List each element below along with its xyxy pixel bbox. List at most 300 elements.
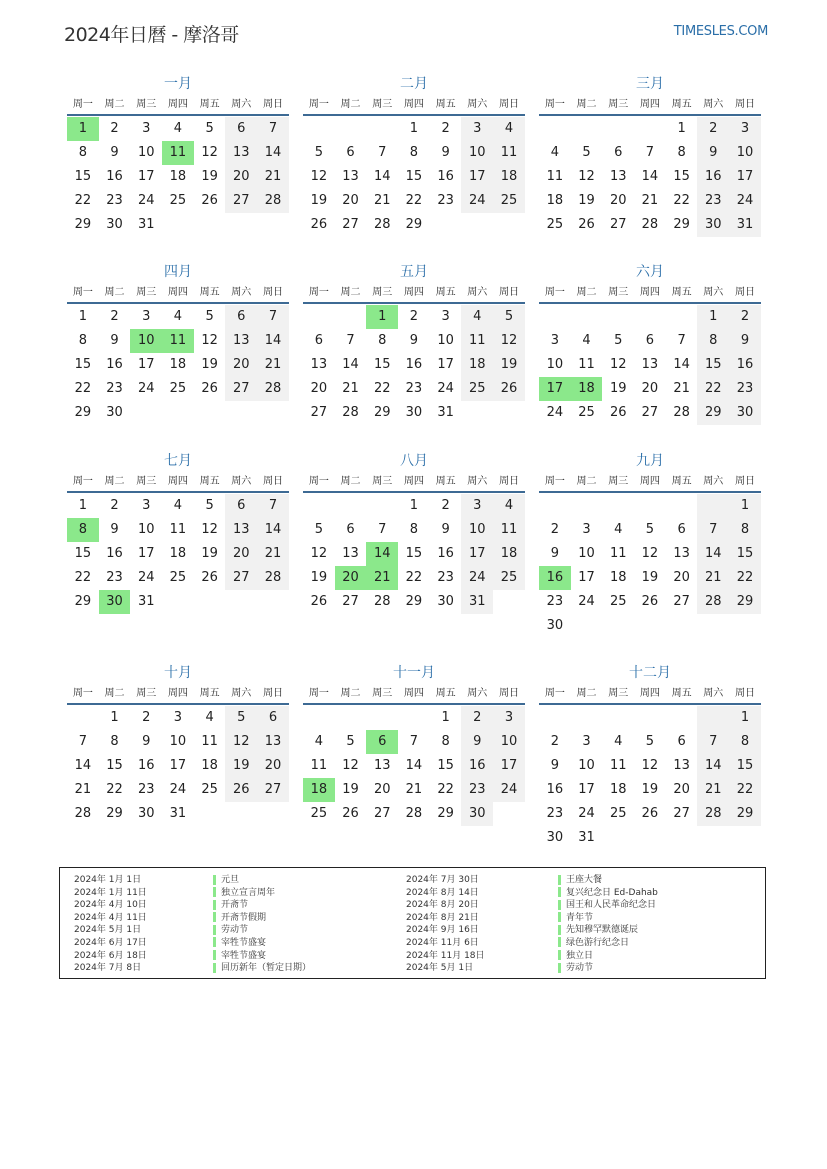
day-cell[interactable]: 2: [729, 305, 761, 329]
day-cell[interactable]: 5: [314, 145, 323, 160]
day-cell[interactable]: 25: [609, 806, 627, 821]
day-cell[interactable]: 5: [493, 305, 525, 329]
day-cell[interactable]: 6: [225, 305, 257, 329]
day-cell[interactable]: 4: [493, 117, 525, 141]
day-cell[interactable]: 12: [201, 333, 218, 348]
day-cell[interactable]: 12: [493, 329, 525, 353]
day-cell[interactable]: 29: [74, 594, 92, 609]
day-cell[interactable]: 28: [74, 806, 92, 821]
day-cell[interactable]: 21: [257, 542, 289, 566]
day-cell[interactable]: 1: [441, 710, 450, 725]
day-cell[interactable]: 25: [169, 570, 187, 585]
day-cell[interactable]: 29: [729, 802, 761, 826]
day-cell[interactable]: 14: [257, 518, 289, 542]
day-cell[interactable]: 30: [405, 405, 423, 420]
day-cell[interactable]: 14: [697, 754, 729, 778]
day-cell[interactable]: 24: [578, 594, 595, 609]
day-cell[interactable]: 26: [493, 377, 525, 401]
day-cell[interactable]: 15: [729, 542, 761, 566]
day-cell[interactable]: 7: [697, 518, 729, 542]
day-cell[interactable]: 3: [142, 121, 151, 136]
day-cell[interactable]: 16: [546, 782, 564, 797]
day-cell[interactable]: 2: [110, 498, 119, 513]
day-cell[interactable]: 18: [609, 782, 627, 797]
day-cell[interactable]: 13: [257, 730, 289, 754]
day-cell[interactable]: 30: [106, 217, 123, 232]
day-cell[interactable]: 3: [582, 522, 591, 537]
day-cell[interactable]: 2: [110, 121, 119, 136]
day-cell[interactable]: 15: [74, 357, 92, 372]
day-cell[interactable]: 25: [493, 189, 525, 213]
day-cell[interactable]: 24: [437, 381, 454, 396]
day-cell[interactable]: 5: [582, 145, 591, 160]
day-cell[interactable]: 3: [142, 309, 151, 324]
day-cell[interactable]: 4: [582, 333, 591, 348]
day-cell[interactable]: 31: [137, 217, 155, 232]
day-cell[interactable]: 25: [493, 566, 525, 590]
day-cell[interactable]: 16: [437, 546, 454, 561]
day-cell[interactable]: 12: [310, 546, 328, 561]
day-cell[interactable]: 9: [110, 333, 119, 348]
day-cell[interactable]: 17: [137, 357, 155, 372]
day-cell[interactable]: 6: [225, 117, 257, 141]
day-cell[interactable]: 2: [110, 309, 119, 324]
day-cell[interactable]: 28: [673, 405, 690, 420]
day-cell[interactable]: 12: [201, 522, 218, 537]
day-cell[interactable]: 20: [310, 381, 328, 396]
day-cell[interactable]: 4: [314, 734, 323, 749]
day-cell[interactable]: 31: [437, 405, 454, 420]
day-cell[interactable]: 4: [614, 734, 623, 749]
day-cell[interactable]: 1: [729, 494, 761, 518]
day-cell[interactable]: 13: [342, 169, 359, 184]
day-cell[interactable]: 29: [373, 405, 391, 420]
day-cell[interactable]: 11: [310, 758, 328, 773]
day-cell[interactable]: 24: [137, 570, 155, 585]
day-cell[interactable]: 8: [409, 145, 419, 160]
day-cell[interactable]: 30: [729, 401, 761, 425]
day-cell[interactable]: 25: [169, 193, 187, 208]
holiday-day[interactable]: 14: [366, 542, 398, 566]
day-cell[interactable]: 28: [697, 802, 729, 826]
day-cell[interactable]: 10: [546, 357, 564, 372]
day-cell[interactable]: 26: [201, 193, 218, 208]
day-cell[interactable]: 13: [673, 546, 690, 561]
day-cell[interactable]: 15: [405, 169, 423, 184]
day-cell[interactable]: 9: [461, 730, 493, 754]
day-cell[interactable]: 1: [409, 121, 419, 136]
day-cell[interactable]: 22: [106, 782, 123, 797]
day-cell[interactable]: 30: [697, 213, 729, 237]
day-cell[interactable]: 27: [373, 806, 391, 821]
day-cell[interactable]: 19: [310, 193, 328, 208]
day-cell[interactable]: 9: [142, 734, 151, 749]
day-cell[interactable]: 1: [78, 498, 87, 513]
day-cell[interactable]: 7: [257, 305, 289, 329]
day-cell[interactable]: 8: [677, 145, 686, 160]
day-cell[interactable]: 14: [641, 169, 659, 184]
day-cell[interactable]: 26: [225, 778, 257, 802]
day-cell[interactable]: 12: [641, 546, 659, 561]
day-cell[interactable]: 28: [373, 594, 391, 609]
day-cell[interactable]: 26: [201, 570, 218, 585]
day-cell[interactable]: 31: [169, 806, 187, 821]
day-cell[interactable]: 20: [225, 165, 257, 189]
day-cell[interactable]: 13: [641, 357, 659, 372]
day-cell[interactable]: 6: [346, 145, 355, 160]
day-cell[interactable]: 31: [729, 213, 761, 237]
day-cell[interactable]: 20: [673, 570, 690, 585]
day-cell[interactable]: 18: [461, 353, 493, 377]
day-cell[interactable]: 4: [205, 710, 214, 725]
day-cell[interactable]: 15: [74, 546, 92, 561]
day-cell[interactable]: 27: [641, 405, 659, 420]
day-cell[interactable]: 30: [546, 618, 564, 633]
day-cell[interactable]: 6: [225, 494, 257, 518]
day-cell[interactable]: 12: [201, 145, 218, 160]
day-cell[interactable]: 23: [437, 193, 454, 208]
day-cell[interactable]: 17: [493, 754, 525, 778]
day-cell[interactable]: 21: [257, 165, 289, 189]
day-cell[interactable]: 11: [201, 734, 218, 749]
day-cell[interactable]: 11: [609, 546, 627, 561]
day-cell[interactable]: 6: [645, 333, 655, 348]
day-cell[interactable]: 24: [729, 189, 761, 213]
day-cell[interactable]: 31: [461, 590, 493, 614]
day-cell[interactable]: 19: [201, 357, 218, 372]
day-cell[interactable]: 12: [225, 730, 257, 754]
day-cell[interactable]: 26: [641, 806, 659, 821]
day-cell[interactable]: 19: [641, 570, 659, 585]
day-cell[interactable]: 3: [461, 494, 493, 518]
day-cell[interactable]: 9: [729, 329, 761, 353]
day-cell[interactable]: 14: [405, 758, 423, 773]
day-cell[interactable]: 10: [493, 730, 525, 754]
day-cell[interactable]: 8: [441, 734, 450, 749]
day-cell[interactable]: 22: [405, 193, 423, 208]
holiday-day[interactable]: 11: [162, 329, 194, 353]
day-cell[interactable]: 19: [201, 546, 218, 561]
day-cell[interactable]: 27: [257, 778, 289, 802]
day-cell[interactable]: 2: [441, 121, 450, 136]
day-cell[interactable]: 7: [378, 522, 387, 537]
day-cell[interactable]: 15: [405, 546, 423, 561]
day-cell[interactable]: 8: [729, 518, 761, 542]
day-cell[interactable]: 10: [729, 141, 761, 165]
day-cell[interactable]: 27: [310, 405, 328, 420]
day-cell[interactable]: 8: [78, 333, 87, 348]
day-cell[interactable]: 25: [609, 594, 627, 609]
day-cell[interactable]: 3: [461, 117, 493, 141]
day-cell[interactable]: 29: [697, 401, 729, 425]
day-cell[interactable]: 3: [550, 333, 559, 348]
day-cell[interactable]: 9: [550, 758, 559, 773]
day-cell[interactable]: 22: [437, 782, 454, 797]
day-cell[interactable]: 27: [225, 377, 257, 401]
day-cell[interactable]: 17: [137, 546, 155, 561]
day-cell[interactable]: 21: [373, 193, 391, 208]
day-cell[interactable]: 10: [137, 145, 155, 160]
holiday-day[interactable]: 18: [571, 377, 603, 401]
day-cell[interactable]: 18: [169, 357, 187, 372]
day-cell[interactable]: 9: [550, 546, 559, 561]
day-cell[interactable]: 25: [578, 405, 595, 420]
day-cell[interactable]: 6: [346, 522, 355, 537]
day-cell[interactable]: 13: [609, 169, 627, 184]
day-cell[interactable]: 7: [257, 494, 289, 518]
day-cell[interactable]: 12: [310, 169, 328, 184]
day-cell[interactable]: 18: [493, 165, 525, 189]
day-cell[interactable]: 14: [257, 329, 289, 353]
day-cell[interactable]: 4: [461, 305, 493, 329]
day-cell[interactable]: 3: [729, 117, 761, 141]
day-cell[interactable]: 1: [78, 309, 87, 324]
day-cell[interactable]: 30: [437, 594, 454, 609]
day-cell[interactable]: 23: [106, 381, 123, 396]
day-cell[interactable]: 26: [310, 594, 328, 609]
day-cell[interactable]: 16: [405, 357, 423, 372]
holiday-day[interactable]: 20: [335, 566, 367, 590]
day-cell[interactable]: 16: [106, 546, 123, 561]
day-cell[interactable]: 4: [173, 121, 183, 136]
day-cell[interactable]: 26: [201, 381, 218, 396]
day-cell[interactable]: 5: [205, 498, 214, 513]
day-cell[interactable]: 26: [641, 594, 659, 609]
day-cell[interactable]: 28: [257, 566, 289, 590]
day-cell[interactable]: 20: [609, 193, 627, 208]
day-cell[interactable]: 16: [106, 169, 123, 184]
day-cell[interactable]: 3: [173, 710, 183, 725]
holiday-day[interactable]: 11: [162, 141, 194, 165]
day-cell[interactable]: 19: [609, 381, 627, 396]
day-cell[interactable]: 20: [673, 782, 690, 797]
day-cell[interactable]: 17: [461, 165, 493, 189]
day-cell[interactable]: 19: [493, 353, 525, 377]
day-cell[interactable]: 24: [461, 189, 493, 213]
day-cell[interactable]: 14: [673, 357, 690, 372]
day-cell[interactable]: 28: [257, 189, 289, 213]
day-cell[interactable]: 21: [641, 193, 659, 208]
day-cell[interactable]: 7: [346, 333, 355, 348]
holiday-day[interactable]: 1: [67, 117, 99, 141]
day-cell[interactable]: 15: [373, 357, 391, 372]
day-cell[interactable]: 21: [257, 353, 289, 377]
day-cell[interactable]: 11: [461, 329, 493, 353]
day-cell[interactable]: 16: [729, 353, 761, 377]
day-cell[interactable]: 14: [74, 758, 92, 773]
day-cell[interactable]: 20: [225, 353, 257, 377]
day-cell[interactable]: 14: [257, 141, 289, 165]
day-cell[interactable]: 5: [645, 734, 655, 749]
day-cell[interactable]: 5: [614, 333, 623, 348]
day-cell[interactable]: 5: [205, 121, 214, 136]
day-cell[interactable]: 6: [677, 734, 686, 749]
day-cell[interactable]: 31: [137, 594, 155, 609]
day-cell[interactable]: 15: [106, 758, 123, 773]
day-cell[interactable]: 8: [110, 734, 119, 749]
day-cell[interactable]: 13: [225, 329, 257, 353]
day-cell[interactable]: 10: [578, 546, 595, 561]
day-cell[interactable]: 31: [578, 830, 595, 845]
holiday-day[interactable]: 18: [303, 778, 335, 802]
day-cell[interactable]: 7: [78, 734, 87, 749]
day-cell[interactable]: 12: [342, 758, 359, 773]
day-cell[interactable]: 15: [74, 169, 92, 184]
day-cell[interactable]: 15: [437, 758, 454, 773]
day-cell[interactable]: 27: [673, 594, 690, 609]
day-cell[interactable]: 25: [461, 377, 493, 401]
day-cell[interactable]: 16: [697, 165, 729, 189]
day-cell[interactable]: 17: [137, 169, 155, 184]
day-cell[interactable]: 27: [225, 189, 257, 213]
day-cell[interactable]: 28: [641, 217, 659, 232]
day-cell[interactable]: 11: [169, 522, 187, 537]
day-cell[interactable]: 12: [578, 169, 595, 184]
day-cell[interactable]: 8: [378, 333, 387, 348]
day-cell[interactable]: 29: [729, 590, 761, 614]
day-cell[interactable]: 23: [137, 782, 155, 797]
day-cell[interactable]: 9: [441, 522, 450, 537]
site-link[interactable]: TIMESLES.COM: [673, 24, 768, 39]
day-cell[interactable]: 16: [106, 357, 123, 372]
day-cell[interactable]: 7: [645, 145, 655, 160]
day-cell[interactable]: 23: [546, 806, 564, 821]
holiday-day[interactable]: 10: [130, 329, 162, 353]
day-cell[interactable]: 8: [78, 145, 87, 160]
day-cell[interactable]: 2: [441, 498, 450, 513]
day-cell[interactable]: 16: [137, 758, 155, 773]
day-cell[interactable]: 18: [493, 542, 525, 566]
day-cell[interactable]: 21: [673, 381, 690, 396]
day-cell[interactable]: 28: [373, 217, 391, 232]
day-cell[interactable]: 10: [437, 333, 454, 348]
day-cell[interactable]: 13: [373, 758, 391, 773]
day-cell[interactable]: 26: [609, 405, 627, 420]
holiday-day[interactable]: 16: [539, 566, 571, 590]
day-cell[interactable]: 15: [697, 353, 729, 377]
day-cell[interactable]: 12: [609, 357, 627, 372]
day-cell[interactable]: 19: [578, 193, 595, 208]
day-cell[interactable]: 1: [110, 710, 119, 725]
day-cell[interactable]: 7: [697, 730, 729, 754]
day-cell[interactable]: 27: [342, 217, 359, 232]
day-cell[interactable]: 9: [110, 145, 119, 160]
day-cell[interactable]: 20: [225, 542, 257, 566]
day-cell[interactable]: 22: [405, 570, 423, 585]
day-cell[interactable]: 4: [550, 145, 559, 160]
day-cell[interactable]: 5: [314, 522, 323, 537]
day-cell[interactable]: 22: [74, 570, 92, 585]
day-cell[interactable]: 11: [493, 518, 525, 542]
day-cell[interactable]: 2: [550, 734, 559, 749]
day-cell[interactable]: 6: [314, 333, 323, 348]
day-cell[interactable]: 9: [441, 145, 450, 160]
day-cell[interactable]: 24: [493, 778, 525, 802]
day-cell[interactable]: 19: [225, 754, 257, 778]
day-cell[interactable]: 15: [729, 754, 761, 778]
day-cell[interactable]: 21: [405, 782, 423, 797]
day-cell[interactable]: 18: [169, 546, 187, 561]
day-cell[interactable]: 4: [173, 309, 183, 324]
day-cell[interactable]: 29: [74, 217, 92, 232]
day-cell[interactable]: 20: [373, 782, 391, 797]
holiday-day[interactable]: 21: [366, 566, 398, 590]
day-cell[interactable]: 20: [342, 193, 359, 208]
day-cell[interactable]: 2: [461, 706, 493, 730]
day-cell[interactable]: 1: [697, 305, 729, 329]
day-cell[interactable]: 27: [609, 217, 627, 232]
day-cell[interactable]: 8: [697, 329, 729, 353]
day-cell[interactable]: 10: [137, 522, 155, 537]
holiday-day[interactable]: 8: [67, 518, 99, 542]
day-cell[interactable]: 16: [437, 169, 454, 184]
day-cell[interactable]: 5: [346, 734, 355, 749]
holiday-day[interactable]: 1: [366, 305, 398, 329]
day-cell[interactable]: 2: [550, 522, 559, 537]
day-cell[interactable]: 13: [310, 357, 328, 372]
day-cell[interactable]: 22: [673, 193, 690, 208]
day-cell[interactable]: 23: [546, 594, 564, 609]
day-cell[interactable]: 21: [74, 782, 92, 797]
day-cell[interactable]: 30: [106, 405, 123, 420]
day-cell[interactable]: 19: [641, 782, 659, 797]
day-cell[interactable]: 25: [201, 782, 218, 797]
day-cell[interactable]: 23: [729, 377, 761, 401]
day-cell[interactable]: 27: [673, 806, 690, 821]
day-cell[interactable]: 29: [106, 806, 123, 821]
day-cell[interactable]: 4: [493, 494, 525, 518]
day-cell[interactable]: 18: [201, 758, 218, 773]
day-cell[interactable]: 19: [342, 782, 359, 797]
day-cell[interactable]: 5: [205, 309, 214, 324]
day-cell[interactable]: 14: [342, 357, 359, 372]
day-cell[interactable]: 10: [461, 518, 493, 542]
day-cell[interactable]: 17: [169, 758, 187, 773]
day-cell[interactable]: 17: [578, 570, 595, 585]
holiday-day[interactable]: 6: [366, 730, 398, 754]
day-cell[interactable]: 23: [106, 570, 123, 585]
day-cell[interactable]: 17: [437, 357, 454, 372]
holiday-day[interactable]: 17: [539, 377, 571, 401]
day-cell[interactable]: 7: [409, 734, 419, 749]
day-cell[interactable]: 12: [641, 758, 659, 773]
day-cell[interactable]: 14: [373, 169, 391, 184]
day-cell[interactable]: 6: [257, 706, 289, 730]
day-cell[interactable]: 25: [546, 217, 564, 232]
day-cell[interactable]: 28: [405, 806, 423, 821]
day-cell[interactable]: 17: [578, 782, 595, 797]
day-cell[interactable]: 24: [137, 381, 155, 396]
day-cell[interactable]: 26: [578, 217, 595, 232]
day-cell[interactable]: 3: [441, 309, 450, 324]
day-cell[interactable]: 24: [546, 405, 564, 420]
day-cell[interactable]: 20: [641, 381, 659, 396]
day-cell[interactable]: 23: [697, 189, 729, 213]
day-cell[interactable]: 7: [257, 117, 289, 141]
day-cell[interactable]: 28: [257, 377, 289, 401]
day-cell[interactable]: 30: [137, 806, 155, 821]
day-cell[interactable]: 10: [461, 141, 493, 165]
day-cell[interactable]: 9: [110, 522, 119, 537]
day-cell[interactable]: 23: [461, 778, 493, 802]
day-cell[interactable]: 10: [169, 734, 187, 749]
day-cell[interactable]: 24: [578, 806, 595, 821]
day-cell[interactable]: 29: [405, 594, 423, 609]
day-cell[interactable]: 6: [677, 522, 686, 537]
day-cell[interactable]: 10: [578, 758, 595, 773]
day-cell[interactable]: 15: [673, 169, 690, 184]
day-cell[interactable]: 1: [729, 706, 761, 730]
